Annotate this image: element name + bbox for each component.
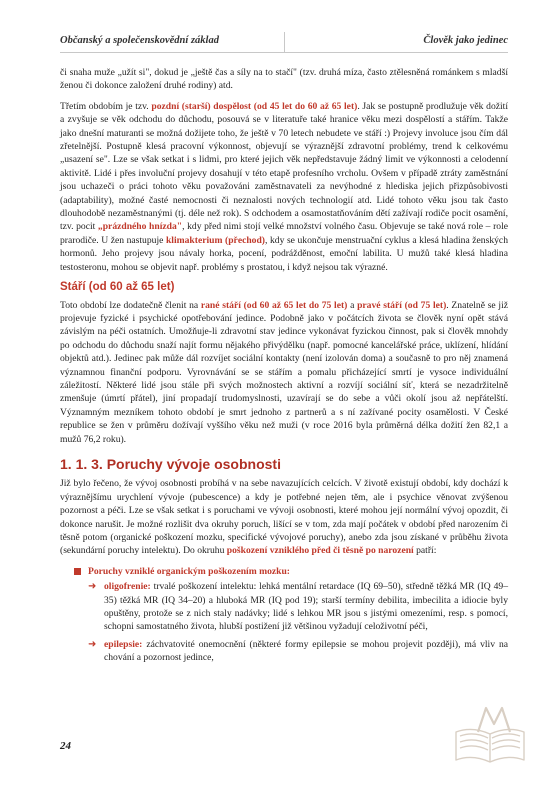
term-prenatal-damage: poškození vzniklého před či těsně po narození <box>226 545 414 557</box>
paragraph-continued: či snaha muže „užít si", dokud je „ještě čas a síly na to stačí" (tzv. druhá míza, často ztělesněná románkem s mladší ženou či dokonce založení druhé rodiny) atd. <box>60 67 508 92</box>
paragraph-old-age: Toto období lze dodatečně členit na rané stáří (od 60 až 65 let do 75 let) a pravé stáří (od 75 let). Znatelně se již projevuje fyzické i psychické opotřebování jedince. Podobně jako v počátcích života se člověk nyní opět stává závislým na péči ostatních. Umožňuje-li zdravotní stav jedince vykonávat fyzickou činnost, pak si člověk mnohdy po odchodu do důchodu snaží najít formu nějakého přivýdělku (např. pomocné kancelářské práce, uklízení, hlídání objektů atd.). Jedinec pak může dál rozvíjet sociální kontakty (není izolován doma) a současně to pro něj znamená významnou finanční podporu. Vyrovnávání se se stářím a pomalu přicházející smrtí je vysoce individuální záležitostí. Některé lidé jsou stále při svých možnostech aktivní a rozvíjí sociální síť, která se nezadržitelně zmenšuje (úmrtí přátel), jiní propadají trudomyslnosti, uzavírají se do sebe a vůči okolí jsou až nepřátelští. Významným mezníkem tohoto období je smrt jednoho z partnerů a s ní zažívané pocity osamělosti. V České republice se žen v průměru dožívají vyššího věku než muži (v roce 2016 byla průměrná délka dožití žen 82,1 a mužů 76,2 roku). <box>60 299 508 445</box>
page-body <box>60 66 508 669</box>
term-early-old-age: rané stáří (od 60 až 65 let do 75 let) <box>200 299 348 311</box>
square-bullet-icon <box>74 568 81 575</box>
paragraph-late-adulthood: Třetím obdobím je tzv. pozdní (starší) dospělost (od 45 let do 60 až 65 let). Jak se postupně prodlužuje věk dožití a zvyšuje se věk odchodu do důchodu, posouvá se v literatuře také hranice věku mezi dospělostí a stářím. Takže jako dnešní maturanti se možná dožijete toho, že ještě v 70 letech nebudete ve stáří :) Projevy involuce jsou čím dál zřetelnější. Postupně klesá pracovní výkonnost, objevují se výraznější zdravotní problémy, trend k celkovému „usazení se". Lze se však setkat i s lidmi, pro které jejich věk nepředstavuje žádný limit ve výkonnosti a celodenní aktivitě. Lidé i přes involuční projevy dosahují v této etapě profesního vrcholu. Ovšem v případě ztráty zaměstnání jsou uchazeči o práci tohoto věku považováni zaměstnavateli za nevýhodné z hlediska jejich přizpůsobivosti (adaptability), možné časté nemocnosti či neznalosti nových technologií atd. Lidé tohoto věku jsou tak často dlouhodobě nezaměstnanými (tj. déle než rok). S odchodem a osamostatňováním dětí zažívají rodiče pocit osamění, tzv. pocit „prázdného hnízda", kdy před nimi stojí velké množství volného času. Objevuje se také nová role – role prarodiče. U žen nastupuje klimakterium (přechod), kdy se ukončuje menstruační cyklus a klesá hladina ženských hormonů. Jeho projevy jsou návaly horka, pocení, podrážděnost, emoční labilita. U mužů také klesá hladina testosteronu, mohou se objevit např. problémy s prostatou, i když nejsou tak výrazné. <box>60 100 509 273</box>
term-true-old-age: pravé stáří (od 75 let) <box>357 299 447 311</box>
section-heading-disorders: 1. 1. 3. Poruchy vývoje osobnosti <box>60 455 281 472</box>
header-left-title: Občanský a společenskovědní základ <box>60 34 219 46</box>
page-number: 24 <box>60 740 71 752</box>
list-title-organic: Poruchy vzniklé organickým poškozením mozku: <box>88 565 291 577</box>
term-climacterium: klimakterium (přechod) <box>165 234 265 246</box>
list-item-organic <box>74 565 508 665</box>
arrow-right-icon: ➜ <box>88 638 97 650</box>
subheading-old-age: Stáří (od 60 až 65 let) <box>60 281 175 294</box>
header-rule <box>60 52 508 53</box>
sublist-organic <box>88 580 508 664</box>
term-epilepsie: epilepsie: <box>104 638 143 650</box>
paragraph-disorders-intro: Již bylo řečeno, že vývoj osobnosti probíhá v na sebe navazujících celcích. V životě existují období, kdy dochází k výraznějšímu urychlení vývoje (pubescence) a kdy je potřebné nejen těm, ale i psychice věnovat zvýšenou pozornost a péči. Lze se však setkat i s poruchami ve vývoji osobnosti, které mohou její normální vývoj opozdit, či dokonce narušit. Je možné rozlišit dva okruhy poruch, lišící se v tom, zda mají počátek v období před narozením či těsně potom (organické poškození mozku, specifické vývojové poruchy), anebo zda jsou získané v průběhu života (sekundární poruchy intelektu). Do okruhu poškození vzniklého před či těsně po narození patří: <box>60 478 508 557</box>
arrow-right-icon: ➜ <box>88 581 97 593</box>
header-right-title: Člověk jako jedinec <box>423 34 508 46</box>
term-empty-nest: „prázdného hnízda" <box>97 221 183 233</box>
open-book-logo-icon <box>450 702 530 768</box>
term-oligofrenie: oligofrenie: <box>104 581 151 593</box>
list-item-oligofrenie: ➜ oligofrenie: trvalé poškození intelektu: lehká mentální retardace (IQ 69–50), středně těžká MR (IQ 49–35) těžká MR (IQ 34–20) a hluboká MR (IQ pod 19); starší termíny debilita, imbecilita a idiocie byly opuštěny, protože se z nich staly nadávky; lidé s lehkou MR jsou s jistými omezeními, resp. s pomocí, schopni samostatného života, hlubší postižení již většinou vyžadují celoživotní péči, <box>88 581 508 633</box>
header-divider <box>284 32 285 52</box>
disorder-list <box>74 565 508 665</box>
list-item-epilepsie: ➜ epilepsie: záchvatovité onemocnění (některé formy epilepsie se mohou projevit později), má vliv na chování a pozornost jedince, <box>88 638 508 664</box>
term-late-adulthood: pozdní (starší) dospělost (od 45 let do 60 až 65 let) <box>151 100 358 112</box>
